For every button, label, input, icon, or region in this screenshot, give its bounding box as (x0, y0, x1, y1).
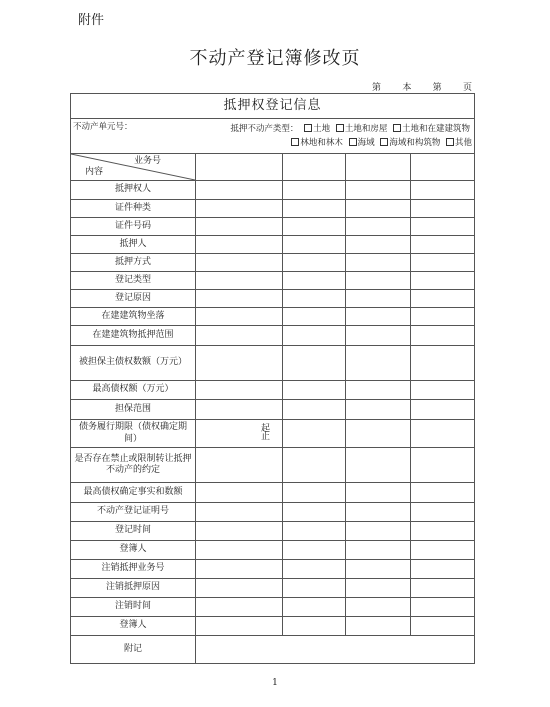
value-cell[interactable] (283, 541, 346, 560)
value-cell[interactable] (346, 254, 411, 272)
value-cell[interactable] (346, 154, 411, 181)
checkbox[interactable] (304, 124, 312, 132)
value-cell[interactable] (411, 503, 475, 522)
value-cell[interactable] (346, 181, 411, 200)
value-cell[interactable] (283, 420, 346, 448)
value-cell[interactable] (283, 181, 346, 200)
value-cell[interactable] (346, 503, 411, 522)
checkbox[interactable] (393, 124, 401, 132)
row-label: 债务履行期限（债权确定期间） (71, 420, 196, 448)
value-cell[interactable] (411, 218, 475, 236)
row-label: 登记类型 (71, 272, 196, 290)
value-cell[interactable] (346, 236, 411, 254)
table-row (71, 218, 475, 236)
row-label: 注销抵押业务号 (71, 560, 196, 579)
option-label: 林地和林木 (300, 138, 343, 148)
table-row (71, 381, 475, 400)
document-title: 不动产登记簿修改页 (189, 48, 361, 69)
row-label: 证件种类 (71, 200, 196, 218)
attachment-label: 附件 (78, 13, 105, 28)
value-cell[interactable] (411, 346, 475, 381)
row-label: 担保范围 (71, 400, 196, 420)
table-row (71, 181, 475, 200)
value-cell[interactable] (411, 326, 475, 346)
row-label: 抵押权人 (71, 181, 196, 200)
value-cell[interactable] (346, 483, 411, 503)
row-label: 最高债权额（万元） (71, 381, 196, 400)
value-cell[interactable] (283, 346, 346, 381)
page-number: 1 (272, 678, 278, 688)
value-cell[interactable] (283, 448, 346, 483)
table-row (71, 522, 475, 541)
value-cell[interactable] (411, 483, 475, 503)
checkbox[interactable] (336, 124, 344, 132)
row-label: 在建建筑物抵押范围 (71, 326, 196, 346)
period-end-label: 止 (260, 431, 270, 442)
value-cell[interactable] (346, 448, 411, 483)
option-label: 土地和房屋 (344, 123, 388, 134)
value-cell[interactable] (283, 381, 346, 400)
table-row (71, 560, 475, 579)
value-cell[interactable] (346, 308, 411, 326)
value-cell[interactable] (346, 346, 411, 381)
table-row (71, 308, 475, 326)
value-cell[interactable] (411, 236, 475, 254)
value-cell[interactable] (346, 541, 411, 560)
option-label: 海域 (357, 138, 375, 148)
table-row (71, 272, 475, 290)
value-cell[interactable] (196, 617, 283, 636)
value-cell[interactable] (196, 308, 283, 326)
value-cell[interactable] (196, 346, 283, 381)
row-label: 不动产登记证明号 (71, 503, 196, 522)
row-label: 注销抵押原因 (71, 579, 196, 598)
unit-info-cell (71, 119, 475, 154)
value-cell[interactable] (411, 308, 475, 326)
mortgage-registration-table (70, 93, 475, 664)
value-cell[interactable] (346, 290, 411, 308)
page-info-ben: 本 (402, 83, 412, 93)
value-cell[interactable] (283, 272, 346, 290)
value-cell[interactable] (411, 448, 475, 483)
value-cell[interactable] (196, 381, 283, 400)
value-cell[interactable] (411, 290, 475, 308)
section-title: 抵押权登记信息 (71, 94, 475, 119)
value-cell[interactable] (411, 522, 475, 541)
value-cell[interactable] (196, 200, 283, 218)
value-cell[interactable] (283, 254, 346, 272)
row-label: 登簿人 (71, 617, 196, 636)
diagonal-header-cell (71, 154, 196, 181)
table-row (71, 254, 475, 272)
row-label: 抵押人 (71, 236, 196, 254)
value-cell[interactable] (283, 218, 346, 236)
option-label: 土地和在建建筑物 (402, 123, 471, 134)
value-cell[interactable] (411, 200, 475, 218)
table-row (71, 541, 475, 560)
value-cell[interactable] (196, 272, 283, 290)
value-cell[interactable] (346, 522, 411, 541)
value-cell[interactable] (283, 154, 346, 181)
property-type-options (230, 122, 472, 151)
value-cell[interactable] (411, 617, 475, 636)
checkbox[interactable] (349, 138, 357, 146)
value-cell[interactable] (411, 254, 475, 272)
value-cell[interactable] (196, 181, 283, 200)
value-cell[interactable] (283, 236, 346, 254)
page-info (372, 80, 472, 93)
checkbox[interactable] (291, 138, 299, 146)
value-cell[interactable] (283, 579, 346, 598)
value-cell[interactable] (283, 598, 346, 617)
value-cell[interactable] (411, 272, 475, 290)
option-label: 土地 (313, 123, 331, 134)
row-label: 登记时间 (71, 522, 196, 541)
value-cell[interactable] (411, 541, 475, 560)
option-label: 海域和构筑物 (389, 138, 441, 148)
table-row (71, 326, 475, 346)
unit-number-label: 不动产单元号： (73, 121, 133, 132)
value-cell[interactable] (283, 290, 346, 308)
table-row (71, 503, 475, 522)
header-business-number: 业务号 (133, 156, 161, 166)
value-cell[interactable] (346, 381, 411, 400)
value-cell[interactable] (283, 400, 346, 420)
row-label: 注销时间 (71, 598, 196, 617)
table-row (71, 483, 475, 503)
table-row (71, 598, 475, 617)
table-row (71, 236, 475, 254)
table-row (71, 636, 475, 664)
value-cell[interactable] (196, 290, 283, 308)
value-cell[interactable] (411, 381, 475, 400)
period-start-label: 起 (260, 424, 270, 434)
table-row (71, 346, 475, 381)
value-cell[interactable] (283, 522, 346, 541)
value-cell[interactable] (283, 503, 346, 522)
value-cell[interactable] (411, 154, 475, 181)
value-cell[interactable] (346, 579, 411, 598)
value-cell[interactable] (346, 200, 411, 218)
value-cell[interactable] (346, 420, 411, 448)
table-row (71, 617, 475, 636)
value-cell[interactable] (346, 598, 411, 617)
value-cell[interactable] (346, 560, 411, 579)
value-cell[interactable] (411, 560, 475, 579)
value-cell[interactable] (196, 400, 283, 420)
table-row (71, 420, 475, 448)
value-cell[interactable] (346, 400, 411, 420)
row-label: 证件号码 (71, 218, 196, 236)
row-label: 附记 (71, 636, 196, 664)
value-cell[interactable] (196, 541, 283, 560)
value-cell[interactable] (196, 236, 283, 254)
row-label: 在建建筑物坐落 (71, 308, 196, 326)
value-cell[interactable] (196, 560, 283, 579)
row-label: 被担保主债权数额（万元） (71, 346, 196, 381)
value-cell[interactable] (196, 598, 283, 617)
page-info-di2: 第 (432, 83, 442, 93)
value-cell[interactable] (283, 617, 346, 636)
value-cell[interactable] (283, 200, 346, 218)
value-cell[interactable] (196, 254, 283, 272)
table-row (71, 400, 475, 420)
row-label: 登簿人 (71, 541, 196, 560)
value-cell[interactable] (411, 598, 475, 617)
header-content: 内容 (85, 166, 104, 177)
option-label: 其他 (455, 138, 473, 148)
value-cell[interactable] (411, 400, 475, 420)
checkbox[interactable] (446, 138, 454, 146)
table-row (71, 200, 475, 218)
page-info-ye: 页 (462, 83, 472, 93)
value-cell[interactable] (346, 218, 411, 236)
table-row (71, 448, 475, 483)
value-cell[interactable] (346, 326, 411, 346)
value-cell[interactable] (196, 326, 283, 346)
row-label: 最高债权确定事实和数额 (71, 483, 196, 503)
row-label: 抵押方式 (71, 254, 196, 272)
table-row (71, 290, 475, 308)
value-cell[interactable] (411, 181, 475, 200)
value-cell[interactable] (196, 579, 283, 598)
value-cell[interactable] (196, 154, 283, 181)
page-info-di: 第 (372, 83, 382, 93)
mortgage-type-label: 抵押不动产类型： (230, 123, 299, 134)
value-cell[interactable] (196, 483, 283, 503)
value-cell[interactable] (411, 420, 475, 448)
value-cell[interactable] (283, 483, 346, 503)
value-cell[interactable] (283, 326, 346, 346)
value-cell[interactable] (196, 448, 283, 483)
value-cell[interactable] (346, 272, 411, 290)
value-cell[interactable] (196, 503, 283, 522)
value-cell[interactable] (196, 636, 475, 664)
row-label: 登记原因 (71, 290, 196, 308)
value-cell[interactable] (196, 218, 283, 236)
row-label: 是否存在禁止或限制转让抵押不动产的约定 (71, 448, 196, 483)
value-cell[interactable] (346, 617, 411, 636)
value-cell[interactable] (283, 560, 346, 579)
value-cell[interactable] (196, 420, 283, 448)
value-cell[interactable] (283, 308, 346, 326)
value-cell[interactable] (411, 579, 475, 598)
value-cell[interactable] (196, 522, 283, 541)
table-row (71, 579, 475, 598)
checkbox[interactable] (380, 138, 388, 146)
